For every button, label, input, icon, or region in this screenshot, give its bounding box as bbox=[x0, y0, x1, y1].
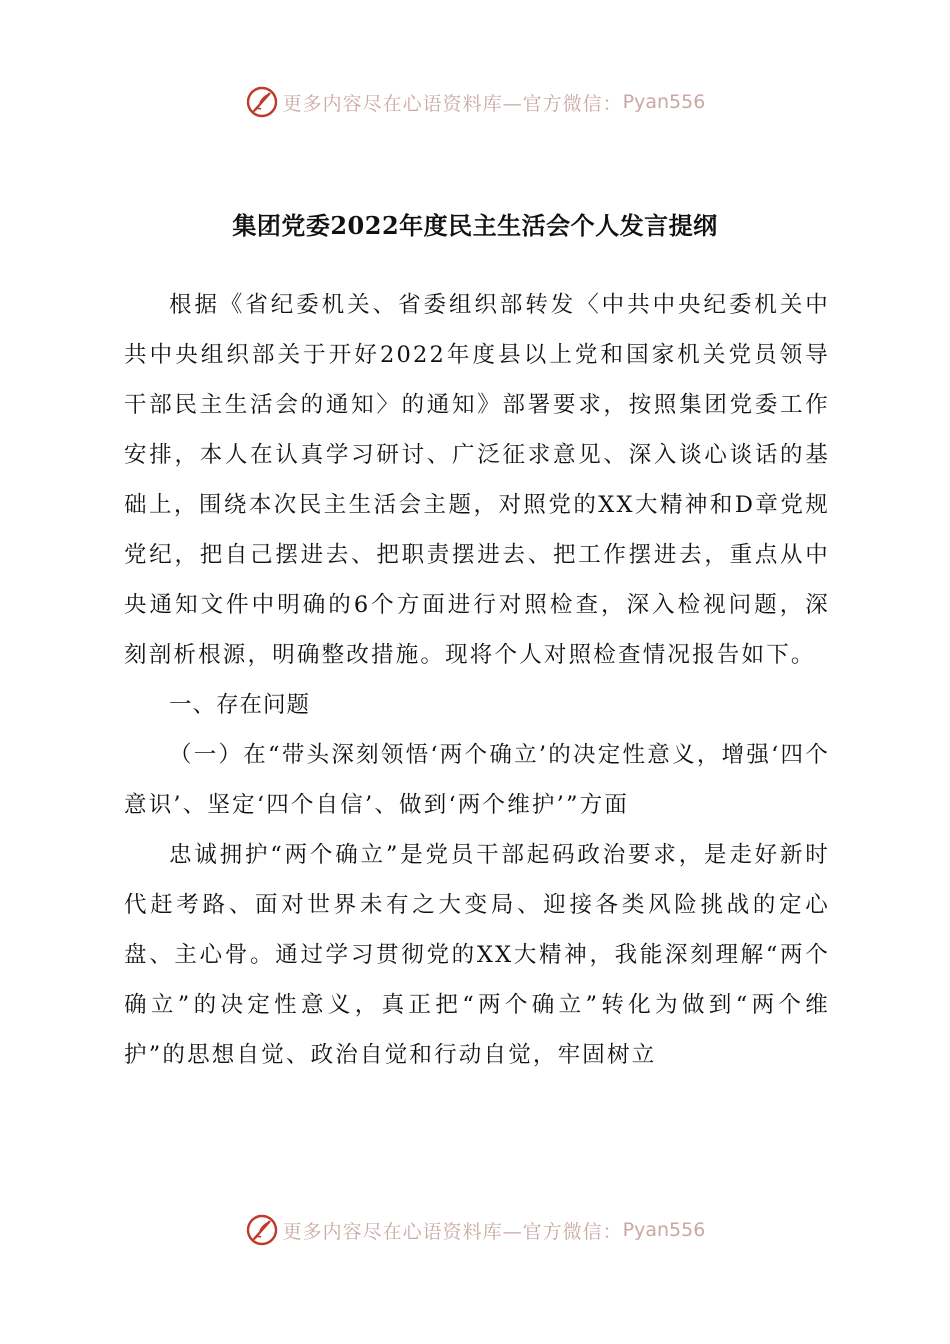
document-body bbox=[124, 280, 830, 1080]
section-heading: 一、存在问题 bbox=[169, 692, 311, 718]
watermark-header bbox=[0, 82, 950, 122]
watermark-text: 更多内容尽在心语资料库—官方微信： bbox=[282, 1220, 623, 1243]
subsection-heading: （一）在“带头深刻领悟‘两个确立’的决定性意义，增强‘四个意识’、坚定‘四个自信’、做到‘两个维护’”方面 bbox=[124, 742, 830, 818]
document-title: 集团党委2022年度民主生活会个人发言提纲 bbox=[232, 211, 718, 240]
body-paragraph: 忠诚拥护“两个确立”是党员干部起码政治要求，是走好新时代赶考路、面对世界未有之大变局、迎接各类风险挑战的定心盘、主心骨。通过学习贯彻党的XX大精神，我能深刻理解“两个确立”的决定性意义，真正把“两个确立”转化为做到“两个维护”的思想自觉、政治自觉和行动自觉，牢固树立 bbox=[124, 842, 830, 1068]
watermark-footer bbox=[0, 1210, 950, 1250]
quill-logo-icon bbox=[245, 1213, 279, 1247]
intro-paragraph: 根据《省纪委机关、省委组织部转发〈中共中央纪委机关中共中央组织部关于开好2022年度县以上党和国家机关党员领导干部民主生活会的通知〉的通知》部署要求，按照集团党委工作安排，本人在认真学习研讨、广泛征求意见、深入谈心谈话的基础上，围绕本次民主生活会主题，对照党的XX大精神和D章党规党纪，把自己摆进去、把职责摆进去、把工作摆进去，重点从中央通知文件中明确的6个方面进行对照检查，深入检视问题，深刻剖析根源，明确整改措施。现将个人对照检查情况报告如下。 bbox=[124, 292, 830, 668]
watermark-text: 更多内容尽在心语资料库—官方微信： bbox=[282, 92, 623, 115]
watermark-wechat-id: Pyan556 bbox=[622, 1219, 706, 1241]
watermark-wechat-id: Pyan556 bbox=[622, 91, 706, 113]
quill-logo-icon bbox=[245, 85, 279, 119]
